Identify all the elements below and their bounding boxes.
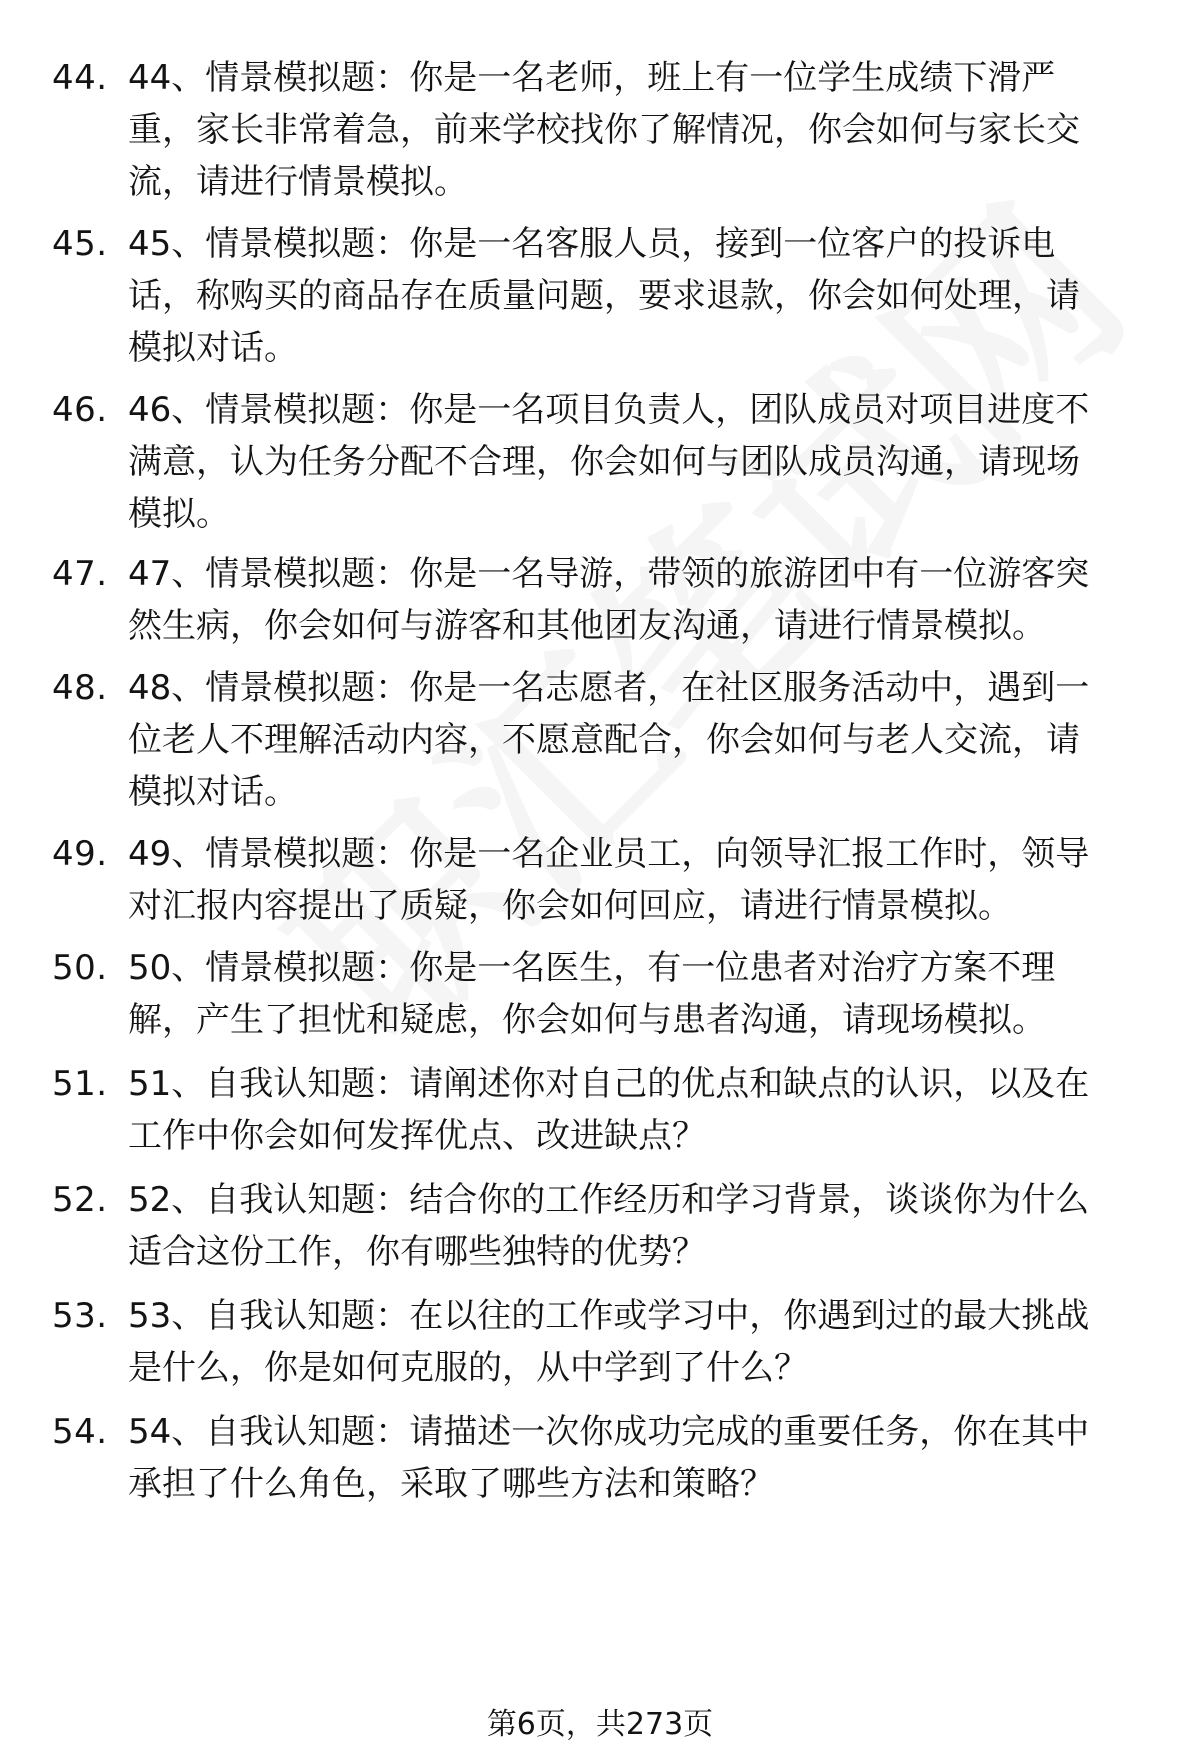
item-number: 46. xyxy=(52,390,108,430)
item-text xyxy=(128,1290,1148,1394)
item-text xyxy=(128,662,1148,818)
item-text-line: 解，产生了担忧和疑虑，你会如何与患者沟通，请现场模拟。 xyxy=(128,1000,1046,1040)
item-text-line: 45、情景模拟题：你是一名客服人员，接到一位客户的投诉电 xyxy=(128,224,1056,264)
item-text-line: 话，称购买的商品存在质量问题，要求退款，你会如何处理，请 xyxy=(128,276,1080,316)
item-text xyxy=(128,1058,1148,1162)
item-text-line: 适合这份工作，你有哪些独特的优势？ xyxy=(128,1232,706,1272)
item-text-line: 48、情景模拟题：你是一名志愿者，在社区服务活动中，遇到一 xyxy=(128,668,1090,708)
item-text-line: 46、情景模拟题：你是一名项目负责人，团队成员对项目进度不 xyxy=(128,390,1090,430)
item-text xyxy=(128,828,1148,932)
item-text xyxy=(128,52,1148,208)
item-text-line: 流，请进行情景模拟。 xyxy=(128,162,468,202)
item-text-line: 50、情景模拟题：你是一名医生，有一位患者对治疗方案不理 xyxy=(128,948,1056,988)
item-number: 48. xyxy=(52,668,108,708)
item-text-line: 承担了什么角色，采取了哪些方法和策略？ xyxy=(128,1464,774,1504)
item-number: 52. xyxy=(52,1180,108,1220)
item-text-line: 模拟对话。 xyxy=(128,328,298,368)
item-text xyxy=(128,1174,1148,1278)
page-footer: 第6页，共273页 xyxy=(486,1707,714,1742)
item-text-line: 44、情景模拟题：你是一名老师，班上有一位学生成绩下滑严 xyxy=(128,58,1056,98)
item-text xyxy=(128,1406,1148,1510)
item-text-line: 重，家长非常着急，前来学校找你了解情况，你会如何与家长交 xyxy=(128,110,1080,150)
item-number: 50. xyxy=(52,948,108,988)
item-text-line: 对汇报内容提出了质疑，你会如何回应，请进行情景模拟。 xyxy=(128,886,1012,926)
item-text xyxy=(128,548,1148,652)
item-text-line: 满意，认为任务分配不合理，你会如何与团队成员沟通，请现场 xyxy=(128,442,1080,482)
item-text xyxy=(128,218,1148,374)
item-text-line: 47、情景模拟题：你是一名导游，带领的旅游团中有一位游客突 xyxy=(128,554,1090,594)
item-number: 53. xyxy=(52,1296,108,1336)
item-number: 44. xyxy=(52,58,108,98)
item-text-line: 然生病，你会如何与游客和其他团友沟通，请进行情景模拟。 xyxy=(128,606,1046,646)
item-text-line: 是什么，你是如何克服的，从中学到了什么？ xyxy=(128,1348,808,1388)
item-number: 49. xyxy=(52,834,108,874)
item-text-line: 49、情景模拟题：你是一名企业员工，向领导汇报工作时，领导 xyxy=(128,834,1090,874)
item-text-line: 模拟。 xyxy=(128,494,230,534)
item-number: 54. xyxy=(52,1412,108,1452)
item-text-line: 53、自我认知题：在以往的工作或学习中，你遇到过的最大挑战 xyxy=(128,1296,1090,1336)
item-number: 47. xyxy=(52,554,108,594)
item-number: 45. xyxy=(52,224,108,264)
item-text xyxy=(128,384,1148,540)
item-text-line: 模拟对话。 xyxy=(128,772,298,812)
item-text-line: 工作中你会如何发挥优点、改进缺点？ xyxy=(128,1116,706,1156)
item-text xyxy=(128,942,1148,1046)
item-text-line: 位老人不理解活动内容，不愿意配合，你会如何与老人交流，请 xyxy=(128,720,1080,760)
item-number: 51. xyxy=(52,1064,108,1104)
item-text-line: 51、自我认知题：请阐述你对自己的优点和缺点的认识，以及在 xyxy=(128,1064,1090,1104)
item-text-line: 52、自我认知题：结合你的工作经历和学习背景，谈谈你为什么 xyxy=(128,1180,1090,1220)
item-text-line: 54、自我认知题：请描述一次你成功完成的重要任务，你在其中 xyxy=(128,1412,1090,1452)
